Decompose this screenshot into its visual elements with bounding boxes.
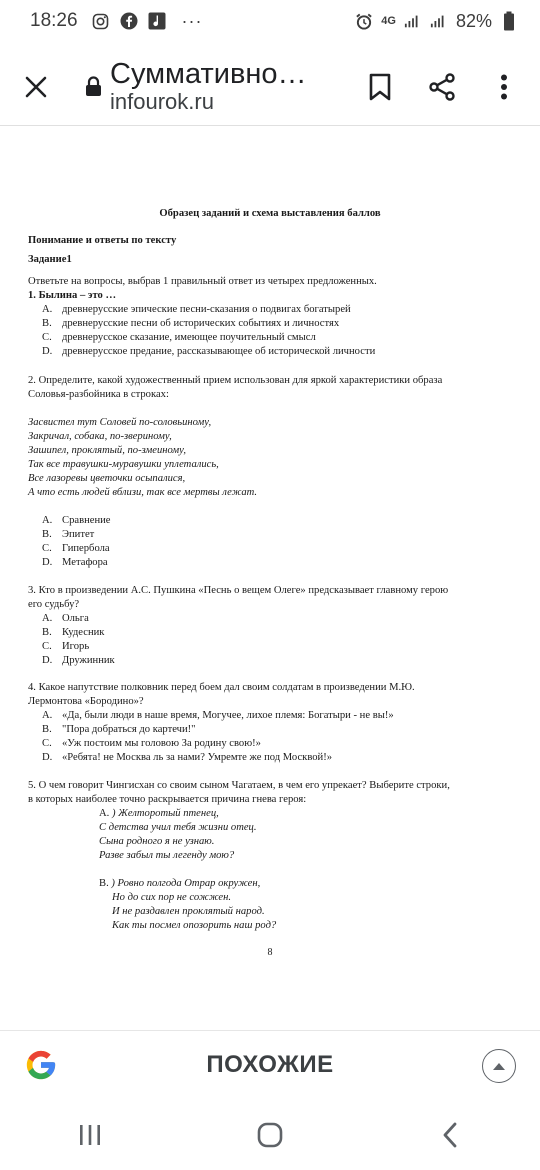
- option-text: древнерусские эпические песни-сказания о подвигах богатырей: [62, 304, 351, 315]
- q3-option-b: [42, 626, 104, 640]
- option-text: "Пора добраться до картечи!": [62, 724, 196, 735]
- option-letter: D.: [42, 752, 53, 763]
- share-icon: [428, 73, 456, 101]
- bookmark-button[interactable]: [366, 71, 394, 103]
- option-text: «Уж постоим мы головою За родину свою!»: [62, 738, 261, 749]
- option-text: древнерусское сказание, имеющее поучительный смысл: [62, 332, 316, 343]
- task-title: Задание1: [28, 254, 72, 265]
- signal-icon-2: [430, 12, 448, 30]
- q3-option-c: [42, 640, 89, 654]
- close-button[interactable]: [16, 67, 56, 107]
- option-letter: B.: [42, 529, 52, 540]
- poem-line: Закричал, собака, по-звериному,: [28, 431, 172, 442]
- poem-line: А что есть людей вблизи, так все мертвы лежат.: [28, 487, 258, 498]
- q2-option-b: [42, 528, 94, 542]
- home-icon: [257, 1122, 283, 1148]
- question-5-line1: 5. О чем говорит Чингисхан со своим сыном Чагатаем, в чем его упрекает? Выберите строки,: [28, 780, 450, 791]
- music-app-icon: [148, 12, 166, 30]
- option-letter: D.: [42, 655, 53, 666]
- q1-option-d: [42, 345, 375, 359]
- option-letter: A.: [42, 515, 53, 526]
- q2-option-d: [42, 556, 108, 570]
- network-type: 4G: [381, 15, 396, 27]
- doc-heading: Образец заданий и схема выставления баллов: [159, 208, 381, 219]
- poem-line: Зашипел, проклятый, по-змеиному,: [28, 445, 186, 456]
- bookmark-icon: [369, 73, 391, 101]
- poem-line: Так все травушки-муравушки уплетались,: [28, 459, 219, 470]
- option-letter: A.: [42, 710, 53, 721]
- option-letter: B.: [42, 318, 52, 329]
- close-icon: [25, 76, 47, 98]
- system-nav-bar: [0, 1100, 540, 1170]
- option-letter: D.: [42, 346, 53, 357]
- instagram-icon: [92, 12, 110, 30]
- q5-answer-b-line: Как ты посмел опозорить наш род?: [112, 920, 277, 931]
- q5-answer-b-line: И не раздавлен проклятый народ.: [112, 906, 265, 917]
- instructions: Ответьте на вопросы, выбрав 1 правильный ответ из четырех предложенных.: [28, 276, 377, 287]
- q5-answer-b-line: [99, 877, 260, 891]
- q5-a-text: ) Желторотый птенец,: [111, 808, 219, 819]
- option-text: Игорь: [62, 641, 90, 652]
- q5-answer-a-line: [99, 807, 219, 821]
- alarm-icon: [355, 12, 373, 30]
- option-text: «Ребята! не Москва ль за нами? Умремте же под Москвой!»: [62, 752, 333, 763]
- more-notifications-icon: ···: [181, 10, 203, 31]
- q4-option-a: [42, 709, 394, 723]
- more-vert-icon: [500, 74, 508, 100]
- q5-answer-a-line: С детства учил тебя жизни отец.: [99, 822, 257, 833]
- more-options-button[interactable]: [490, 71, 518, 103]
- q3-option-d: [42, 654, 115, 668]
- question-4-line2: Лермонтова «Бородино»?: [28, 696, 144, 707]
- document-page: [0, 128, 540, 1030]
- question-3-line1: 3. Кто в произведении А.С. Пушкина «Песнь о вещем Олеге» предсказывает главному герою: [28, 585, 449, 596]
- option-letter: A.: [42, 304, 53, 315]
- option-letter: B.: [42, 627, 52, 638]
- option-text: Кудесник: [62, 627, 105, 638]
- q2-option-a: [42, 514, 110, 528]
- recents-button[interactable]: [60, 1110, 120, 1160]
- question-1: [28, 289, 116, 303]
- battery-percent: 82%: [455, 10, 492, 31]
- option-text: древнерусские песни об исторических событиях и личностях: [62, 318, 340, 329]
- page-number: 8: [267, 947, 273, 958]
- q4-option-d: [42, 751, 332, 765]
- option-text: Метафора: [62, 557, 108, 568]
- q2-option-c: [42, 542, 110, 556]
- option-letter: C.: [42, 641, 52, 652]
- similar-results-bar[interactable]: [0, 1030, 540, 1100]
- q1-text: 1. Былина – это …: [28, 290, 117, 301]
- page-url: infourok.ru: [110, 89, 214, 114]
- share-button[interactable]: [428, 71, 456, 103]
- option-letter: C.: [42, 543, 52, 554]
- back-button[interactable]: [420, 1110, 480, 1160]
- page-title: Суммативно…: [110, 58, 307, 90]
- option-text: Сравнение: [62, 515, 111, 526]
- question-2-line2: Соловья-разбойника в строках:: [28, 389, 169, 400]
- status-bar: [0, 0, 540, 42]
- home-button[interactable]: [240, 1110, 300, 1160]
- q4-option-b: [42, 723, 196, 737]
- option-text: Дружинник: [62, 655, 115, 666]
- q1-option-c: [42, 331, 316, 345]
- q4-option-c: [42, 737, 261, 751]
- facebook-icon: [120, 12, 138, 30]
- q5-answer-a-line: Сына родного я не узнаю.: [99, 836, 215, 847]
- option-letter: D.: [42, 557, 53, 568]
- battery-icon: [500, 12, 518, 30]
- app-bar: [0, 48, 540, 126]
- option-text: Эпитет: [62, 529, 95, 540]
- question-2-line1: 2. Определите, какой художественный прием использован для яркой характеристики образа: [28, 375, 443, 386]
- option-text: древнерусское предание, рассказывающее об исторической личности: [62, 346, 376, 357]
- q5-answer-a-line: Разве забыл ты легенду мою?: [99, 850, 235, 861]
- question-4-line1: 4. Какое напутствие полковник перед боем дал своим солдатам в произведении М.Ю.: [28, 682, 415, 693]
- q1-option-b: [42, 317, 339, 331]
- option-letter: C.: [42, 738, 52, 749]
- recents-icon: [78, 1124, 102, 1146]
- q5-answer-b-line: Но до сих пор не сожжен.: [112, 892, 232, 903]
- option-letter: B.: [42, 724, 52, 735]
- q5-b-text: ) Ровно полгода Отрар окружен,: [111, 878, 261, 889]
- similar-label: ПОХОЖИЕ: [206, 1051, 334, 1078]
- question-5-line2: в которых наиболее точно раскрывается причина гнева героя:: [28, 794, 307, 805]
- option-text: Ольга: [62, 613, 89, 624]
- poem-line: Засвистел тут Соловей по-соловьиному,: [28, 417, 212, 428]
- question-3-line2: его судьбу?: [28, 599, 80, 610]
- option-letter: A.: [42, 613, 53, 624]
- q5-a-label: А.: [99, 808, 110, 819]
- lock-icon: [84, 76, 102, 98]
- section-title: Понимание и ответы по тексту: [28, 235, 177, 246]
- q3-option-a: [42, 612, 89, 626]
- status-time: 18:26: [30, 10, 78, 31]
- option-text: Гипербола: [62, 543, 110, 554]
- expand-up-icon: [492, 1061, 506, 1071]
- signal-icon: [404, 12, 422, 30]
- option-letter: C.: [42, 332, 52, 343]
- back-icon: [442, 1122, 458, 1148]
- option-text: «Да, были люди в наше время, Могучее, лихое племя: Богатыри - не вы!»: [62, 710, 394, 721]
- q1-option-a: [42, 303, 351, 317]
- q5-b-label: В.: [99, 878, 109, 889]
- expand-similar-button[interactable]: [482, 1049, 516, 1083]
- poem-line: Все лазоревы цветочки осыпалися,: [28, 473, 186, 484]
